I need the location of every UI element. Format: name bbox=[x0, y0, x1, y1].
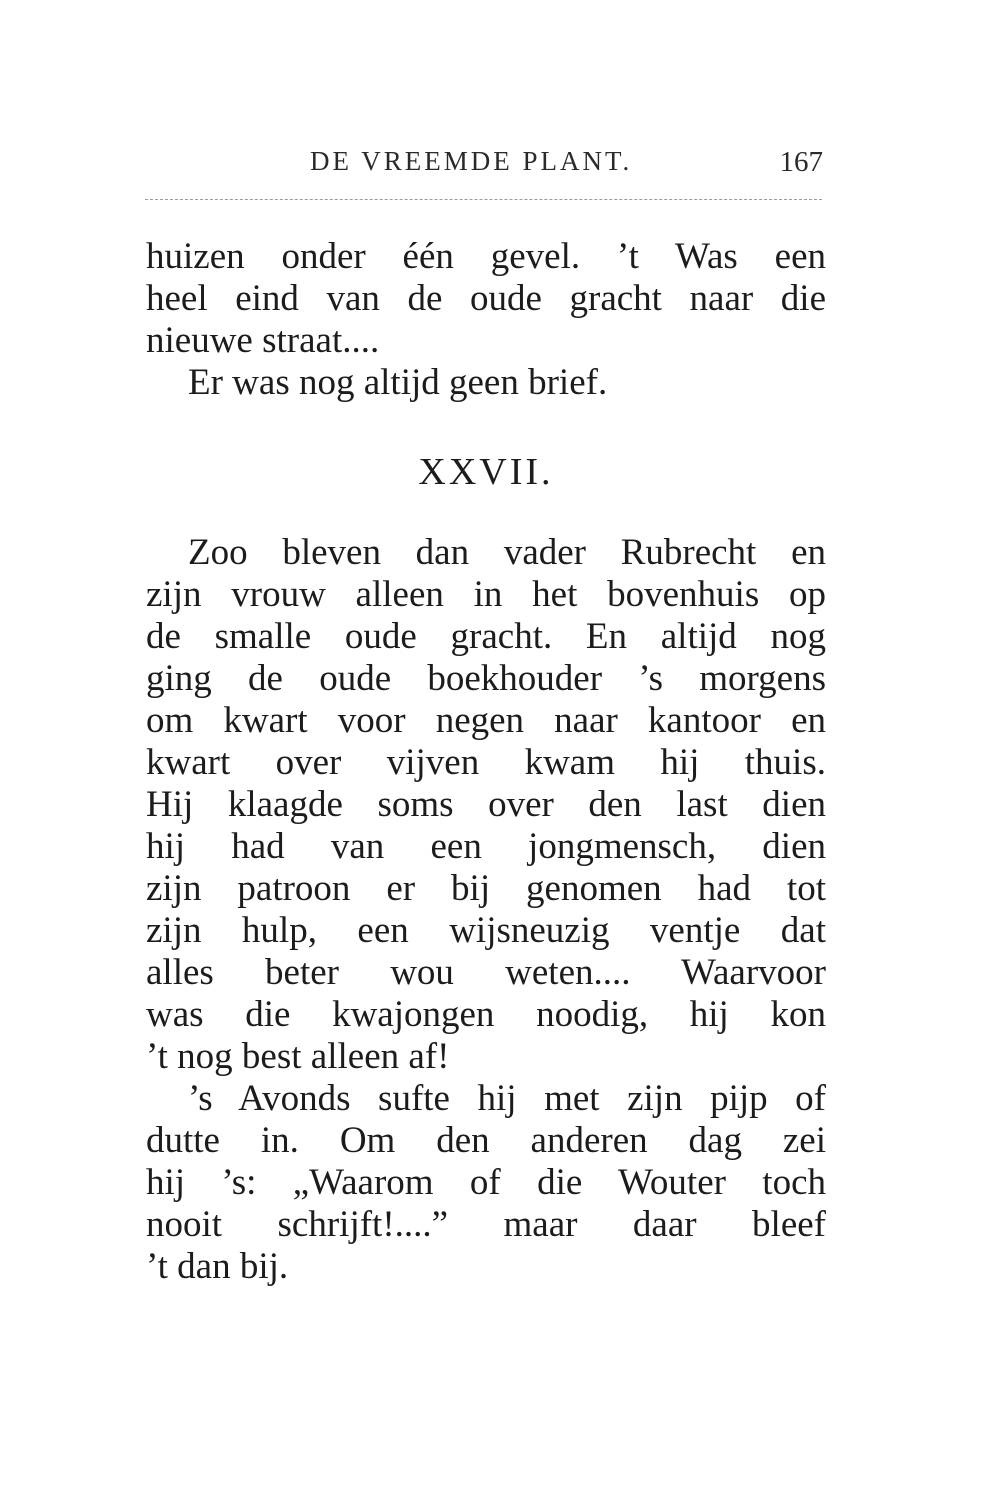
running-head bbox=[145, 146, 825, 186]
text-line: heel eind van de oude gracht naar die bbox=[146, 278, 826, 319]
text-line: om kwart voor negen naar kantoor en bbox=[146, 700, 826, 741]
text-line: ’t dan bij. bbox=[146, 1246, 289, 1287]
text-line: nieuwe straat.... bbox=[146, 320, 380, 361]
text-line: dutte in. Om den anderen dag zei bbox=[146, 1120, 826, 1161]
text-line: nooit schrijft!....” maar daar bleef bbox=[146, 1204, 826, 1245]
text-line: kwart over vijven kwam hij thuis. bbox=[146, 742, 826, 783]
body-text-top bbox=[146, 236, 826, 404]
text-line: ging de oude boekhouder ’s morgens bbox=[146, 658, 826, 699]
text-line: zijn patroon er bij genomen had tot bbox=[146, 868, 826, 909]
header-rule bbox=[145, 199, 822, 200]
text-line: Hij klaagde soms over den last dien bbox=[146, 784, 826, 825]
text-line: was die kwajongen noodig, hij kon bbox=[146, 994, 826, 1035]
page-number: 167 bbox=[779, 146, 823, 178]
text-line: de smalle oude gracht. En altijd nog bbox=[146, 616, 826, 657]
text-line: zijn vrouw alleen in het bovenhuis op bbox=[146, 574, 826, 615]
running-title: DE VREEMDE PLANT. bbox=[310, 146, 633, 176]
text-line: hij ’s: „Waarom of die Wouter toch bbox=[146, 1162, 826, 1203]
text-line: hij had van een jongmensch, dien bbox=[146, 826, 826, 867]
text-line: ’t nog best alleen af! bbox=[146, 1036, 450, 1077]
text-line: Er was nog altijd geen brief. bbox=[188, 362, 608, 403]
text-line: huizen onder één gevel. ’t Was een bbox=[146, 236, 826, 277]
text-line: alles beter wou weten.... Waarvoor bbox=[146, 952, 826, 993]
chapter-heading: XXVII. bbox=[418, 451, 554, 493]
text-line: ’s Avonds sufte hij met zijn pijp of bbox=[188, 1078, 826, 1119]
text-line: zijn hulp, een wijsneuzig ventje dat bbox=[146, 910, 826, 951]
text-line: Zoo bleven dan vader Rubrecht en bbox=[188, 532, 826, 573]
body-text-chapter bbox=[146, 532, 826, 1288]
